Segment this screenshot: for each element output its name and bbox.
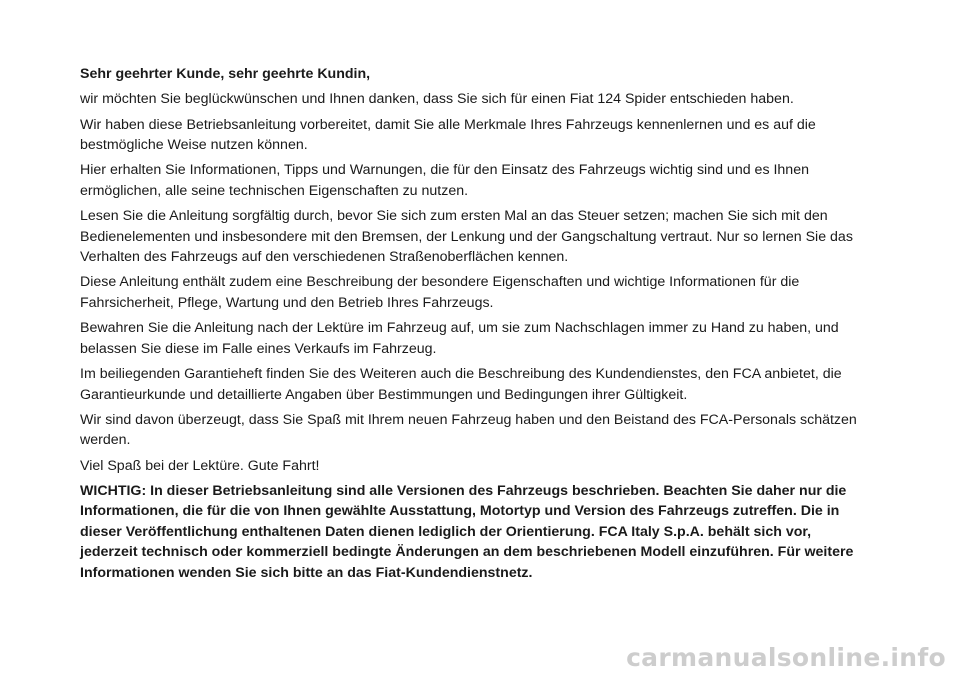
paragraph-keep-in-vehicle: Bewahren Sie die Anleitung nach der Lektüre im Fahrzeug auf, um sie zum Nachschlagen immer zu Hand zu haben, und belassen Sie diese im Falle eines Verkaufs im Fahrzeug.	[80, 320, 839, 357]
paragraph-closing: Viel Spaß bei der Lektüre. Gute Fahrt!	[80, 457, 320, 474]
paragraph-warranty: Im beiliegenden Garantieheft finden Sie des Weiteren auch die Beschreibung des Kundendienstes, den FCA anbietet, die Garantieurkunde und detaillierte Angaben über Bestimmungen und Bedingungen ihrer Gültigkeit.	[80, 366, 842, 403]
paragraph-read-carefully: Lesen Sie die Anleitung sorgfältig durch, bevor Sie sich zum ersten Mal an das Steuer setzen; machen Sie sich mit den Bedienelementen und insbesondere mit den Bremsen, der Lenkung und der Gangschaltung vertraut. Nur so lernen Sie das Verhalten des Fahrzeugs auf den verschiedenen Straßenoberflächen kennen.	[80, 208, 853, 266]
important-notice: WICHTIG: In dieser Betriebsanleitung sind alle Versionen des Fahrzeugs beschrieben. Beachten Sie daher nur die Informationen, die für die von Ihnen gewählte Ausstattung, Motortyp und Version des Fahrzeugs zutreffen. Die in dieser Veröffentlichung enthaltenen Daten dienen lediglich der Orientierung. FCA Italy S.p.A. behält sich vor, jederzeit technisch oder kommerziell bedingte Änderungen an dem beschriebenen Modell einzuführen. Für weitere Informationen wenden Sie sich bitte an das Fiat-Kundendienstnetz.	[80, 482, 854, 581]
paragraph-congratulations: wir möchten Sie beglückwünschen und Ihnen danken, dass Sie sich für einen Fiat 124 Spider entschieden haben.	[80, 91, 794, 108]
paragraph-convinced: Wir sind davon überzeugt, dass Sie Spaß mit Ihrem neuen Fahrzeug haben und den Beistand des FCA-Personals schätzen werden.	[80, 411, 857, 449]
greeting: Sehr geehrter Kunde, sehr geehrte Kundin,	[80, 66, 371, 82]
manual-page	[80, 64, 890, 588]
paragraph-information: Hier erhalten Sie Informationen, Tipps und Warnungen, die für den Einsatz des Fahrzeugs wichtig sind und es Ihnen ermöglichen, alle seine technischen Eigenschaften zu nutzen.	[80, 162, 809, 199]
paragraph-description: Diese Anleitung enthält zudem eine Beschreibung der besondere Eigenschaften und wichtige Informationen für die Fahrsicherheit, Pflege, Wartung und den Betrieb Ihres Fahrzeugs.	[80, 274, 800, 311]
watermark: carmanualsonline.info	[626, 643, 946, 672]
paragraph-purpose: Wir haben diese Betriebsanleitung vorbereitet, damit Sie alle Merkmale Ihres Fahrzeugs kennenlernen und es auf die bestmögliche Weise nutzen können.	[80, 116, 816, 154]
